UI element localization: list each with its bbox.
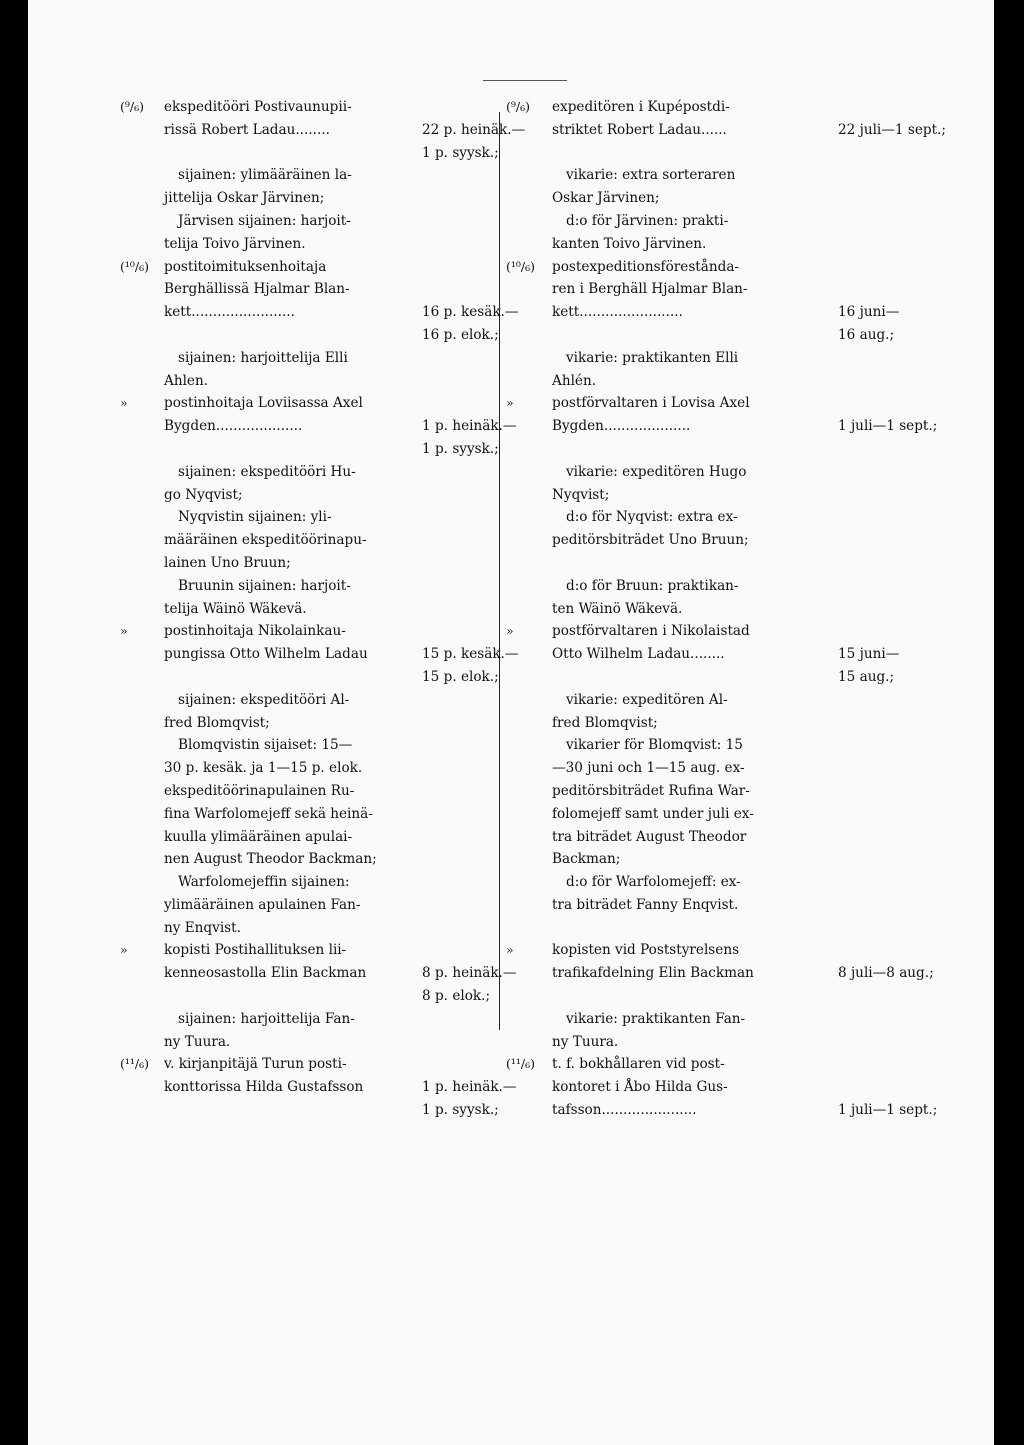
sv-line: [500, 484, 880, 507]
sv-line: [500, 96, 880, 119]
entry-text: ren i Berghäll Hjalmar Blan-: [552, 281, 748, 298]
sv-line: [500, 917, 880, 940]
entry-text: kenneosastolla Elin Backman: [164, 965, 367, 982]
fi-line: [120, 1008, 480, 1031]
fi-line: [120, 1099, 499, 1122]
fi-line: [120, 164, 480, 187]
fi-line: [120, 256, 480, 279]
sv-line: [500, 415, 938, 438]
sv-line: [500, 1099, 938, 1122]
sv-line: [500, 871, 880, 894]
entry-text: Otto Wilhelm Ladau........: [552, 646, 725, 663]
entry-marker: (⁹/₆): [120, 99, 144, 114]
entry-text: Bygden....................: [164, 418, 303, 435]
fi-line: [120, 734, 480, 757]
sv-line: [500, 210, 880, 233]
entry-text: rissä Robert Ladau........: [164, 121, 330, 138]
entry-text: d:o för Warfolomejeff: ex-: [566, 874, 741, 891]
entry-text: määräinen ekspeditöörinapu-: [164, 532, 367, 549]
entry-text: telija Toivo Järvinen.: [164, 235, 306, 252]
document-page: [28, 0, 994, 1445]
entry-date: 1 p. syysk.;: [422, 144, 499, 161]
sv-line: [500, 256, 880, 279]
sv-line: [500, 1053, 880, 1076]
entry-date: 8 juli—8 aug.;: [838, 965, 934, 982]
entry-text: Bygden....................: [552, 418, 691, 435]
entry-marker: »: [120, 395, 128, 411]
entry-text: pungissa Otto Wilhelm Ladau: [164, 646, 368, 663]
fi-line: [120, 780, 480, 803]
entry-text: sijainen: harjoittelija Fan-: [178, 1010, 355, 1027]
entry-text: d:o för Nyqvist: extra ex-: [566, 509, 738, 526]
fi-line: [120, 324, 499, 347]
entry-text: tafsson......................: [552, 1102, 697, 1119]
fi-line: [120, 826, 480, 849]
entry-text: sijainen: ekspeditööri Al-: [178, 691, 350, 708]
sv-line: [500, 506, 880, 529]
fi-line: [120, 142, 499, 165]
entry-text: Ahlen.: [164, 372, 209, 389]
sv-line: [500, 939, 880, 962]
entry-text: postinhoitaja Nikolainkau-: [164, 623, 346, 640]
entry-text: kontoret i Åbo Hilda Gus-: [552, 1079, 728, 1096]
fi-line: [120, 643, 519, 666]
entry-text: Blomqvistin sijaiset: 15—: [178, 737, 353, 754]
entry-date: 8 p. heinäk.—: [422, 965, 517, 982]
entry-text: sijainen: ylimääräinen la-: [178, 167, 352, 184]
entry-date: 1 juli—1 sept.;: [838, 418, 938, 435]
fi-line: [120, 575, 480, 598]
entry-date: 1 p. heinäk.—: [422, 418, 517, 435]
entry-text: vikarie: extra sorteraren: [566, 167, 736, 184]
sv-line: [500, 552, 880, 575]
entry-date: 1 p. heinäk.—: [422, 1079, 517, 1096]
entry-text: tra biträdet August Theodor: [552, 828, 747, 845]
entry-date: 16 p. kesäk.—: [422, 304, 519, 321]
sv-line: [500, 438, 880, 461]
entry-text: Nyqvist;: [552, 486, 610, 503]
fi-line: [120, 848, 480, 871]
entry-text: kett........................: [552, 304, 683, 321]
entry-marker: »: [506, 623, 514, 639]
entry-date: 16 aug.;: [838, 326, 895, 343]
entry-marker: »: [120, 942, 128, 958]
entry-text: fred Blomqvist;: [164, 714, 270, 731]
entry-text: lainen Uno Bruun;: [164, 554, 291, 571]
sv-line: [500, 780, 880, 803]
entry-text: —30 juni och 1—15 aug. ex-: [552, 760, 745, 777]
entry-date: 1 p. syysk.;: [422, 440, 499, 457]
entry-text: kopisten vid Poststyrelsens: [552, 942, 740, 959]
entry-marker: (¹¹/₆): [120, 1056, 149, 1072]
entry-text: postförvaltaren i Lovisa Axel: [552, 395, 750, 412]
sv-line: [500, 187, 880, 210]
entry-text: Berghällissä Hjalmar Blan-: [164, 281, 350, 298]
entry-marker: »: [506, 942, 514, 958]
sv-line: [500, 1031, 880, 1054]
entry-text: ny Tuura.: [164, 1033, 231, 1050]
entry-text: Bruunin sijainen: harjoit-: [178, 577, 351, 594]
entry-marker: (¹⁰/₆): [120, 258, 149, 274]
entry-text: vikarie: praktikanten Elli: [566, 349, 739, 366]
entry-date: 15 p. kesäk.—: [422, 646, 519, 663]
fi-line: [120, 210, 480, 233]
entry-text: Järvisen sijainen: harjoit-: [178, 212, 351, 229]
entry-text: ten Wäinö Wäkevä.: [552, 600, 683, 617]
fi-line: [120, 620, 480, 643]
entry-text: kopisti Postihallituksen lii-: [164, 942, 347, 959]
entry-marker: »: [506, 395, 514, 411]
sv-line: [500, 598, 880, 621]
entry-text: d:o för Järvinen: prakti-: [566, 212, 729, 229]
sv-line: [500, 347, 880, 370]
entry-text: d:o för Bruun: praktikan-: [566, 577, 739, 594]
fi-line: [120, 894, 480, 917]
fi-line: [120, 1076, 517, 1099]
sv-line: [500, 689, 880, 712]
entry-text: vikarier för Blomqvist: 15: [566, 737, 743, 754]
entry-text: v. kirjanpitäjä Turun posti-: [164, 1056, 347, 1073]
fi-line: [120, 415, 517, 438]
entry-date: 15 juni—: [838, 646, 900, 663]
entry-text: t. f. bokhållaren vid post-: [552, 1056, 725, 1073]
entry-text: expeditören i Kupépostdi-: [552, 99, 730, 115]
fi-line: [120, 484, 480, 507]
fi-line: [120, 757, 480, 780]
sv-line: [500, 529, 880, 552]
fi-line: [120, 689, 480, 712]
sv-line: [500, 848, 880, 871]
fi-line: [120, 187, 480, 210]
entry-text: jittelija Oskar Järvinen;: [164, 190, 325, 207]
entry-text: Backman;: [552, 851, 621, 868]
fi-line: [120, 1053, 480, 1076]
fi-line: [120, 347, 480, 370]
fi-line: [120, 529, 480, 552]
fi-line: [120, 917, 480, 940]
sv-line: [500, 666, 895, 689]
entry-text: ny Enqvist.: [164, 919, 241, 936]
fi-line: [120, 119, 526, 142]
fi-line: [120, 712, 480, 735]
fi-line: [120, 461, 480, 484]
sv-line: [500, 803, 880, 826]
entry-text: go Nyqvist;: [164, 486, 243, 503]
fi-line: [120, 233, 480, 256]
entry-text: kett........................: [164, 304, 295, 321]
entry-date: 16 juni—: [838, 304, 900, 321]
entry-text: fred Blomqvist;: [552, 714, 658, 731]
fi-line: [120, 666, 499, 689]
entry-date: 16 p. elok.;: [422, 326, 499, 343]
entry-text: peditörsbiträdet Uno Bruun;: [552, 532, 749, 549]
sv-line: [500, 370, 880, 393]
fi-line: [120, 1031, 480, 1054]
sv-line: [500, 985, 880, 1008]
fi-line: [120, 552, 480, 575]
entry-date: 15 aug.;: [838, 668, 895, 685]
entry-text: 30 p. kesäk. ja 1—15 p. elok.: [164, 760, 363, 777]
entry-text: fina Warfolomejeff sekä heinä-: [164, 805, 373, 822]
sv-line: [500, 301, 900, 324]
entry-text: ny Tuura.: [552, 1033, 619, 1050]
entry-text: trafikafdelning Elin Backman: [552, 965, 754, 982]
entry-text: ekspeditööri Postivaunupii-: [164, 99, 352, 115]
sv-line: [500, 620, 880, 643]
entry-text: ekspeditöörinapulainen Ru-: [164, 782, 355, 799]
entry-text: sijainen: harjoittelija Elli: [178, 349, 348, 366]
swedish-column: [500, 96, 946, 1122]
fi-line: [120, 301, 519, 324]
sv-line: [500, 826, 880, 849]
fi-line: [120, 506, 480, 529]
fi-line: [120, 438, 499, 461]
entry-text: kanten Toivo Järvinen.: [552, 235, 707, 252]
entry-text: ylimääräinen apulainen Fan-: [164, 896, 361, 913]
fi-line: [120, 598, 480, 621]
sv-line: [500, 757, 880, 780]
sv-line: [500, 962, 934, 985]
entry-text: nen August Theodor Backman;: [164, 851, 377, 868]
entry-text: peditörsbiträdet Rufina War-: [552, 782, 750, 799]
sv-line: [500, 712, 880, 735]
entry-text: folomejeff samt under juli ex-: [552, 805, 754, 822]
entry-marker: (¹¹/₆): [506, 1056, 535, 1072]
fi-line: [120, 939, 480, 962]
entry-text: vikarie: expeditören Al-: [566, 691, 728, 708]
entry-text: sijainen: ekspeditööri Hu-: [178, 463, 356, 480]
sv-line: [500, 894, 880, 917]
entry-text: Ahlén.: [552, 372, 597, 389]
entry-text: striktet Robert Ladau......: [552, 121, 727, 138]
sv-line: [500, 643, 900, 666]
entry-date: 1 p. syysk.;: [422, 1102, 499, 1119]
entry-date: 8 p. elok.;: [422, 988, 491, 1005]
finnish-column: [120, 96, 526, 1122]
entry-text: Nyqvistin sijainen: yli-: [178, 509, 332, 526]
entry-marker: (⁹/₆): [506, 99, 530, 114]
sv-line: [500, 1076, 880, 1099]
sv-line: [500, 392, 880, 415]
sv-line: [500, 164, 880, 187]
entry-date: 22 p. heinäk.—: [422, 121, 526, 138]
sv-line: [500, 278, 880, 301]
sv-line: [500, 142, 880, 165]
entry-text: telija Wäinö Wäkevä.: [164, 600, 307, 617]
sv-line: [500, 734, 880, 757]
entry-text: vikarie: expeditören Hugo: [566, 463, 747, 480]
entry-text: postexpeditionsförestånda-: [552, 258, 740, 275]
entry-date: 15 p. elok.;: [422, 668, 499, 685]
entry-marker: »: [120, 623, 128, 639]
fi-line: [120, 871, 480, 894]
fi-line: [120, 278, 480, 301]
entry-text: konttorissa Hilda Gustafsson: [164, 1079, 364, 1096]
sv-line: [500, 461, 880, 484]
entry-text: kuulla ylimääräinen apulai-: [164, 828, 353, 845]
sv-line: [500, 575, 880, 598]
top-rule: [483, 80, 567, 81]
fi-line: [120, 962, 517, 985]
fi-line: [120, 803, 480, 826]
entry-text: postinhoitaja Loviisassa Axel: [164, 395, 363, 412]
entry-text: Warfolomejeffin sijainen:: [178, 874, 350, 891]
entry-text: postförvaltaren i Nikolaistad: [552, 623, 750, 640]
entry-marker: (¹⁰/₆): [506, 258, 535, 274]
sv-line: [500, 119, 946, 142]
entry-text: tra biträdet Fanny Enqvist.: [552, 896, 739, 913]
sv-line: [500, 1008, 880, 1031]
fi-line: [120, 985, 491, 1008]
entry-text: postitoimituksenhoitaja: [164, 258, 327, 275]
entry-date: 22 juli—1 sept.;: [838, 121, 946, 138]
sv-line: [500, 324, 895, 347]
sv-line: [500, 233, 880, 256]
fi-line: [120, 392, 480, 415]
entry-text: vikarie: praktikanten Fan-: [566, 1010, 746, 1027]
fi-line: [120, 370, 480, 393]
fi-line: [120, 96, 480, 119]
entry-text: Oskar Järvinen;: [552, 190, 660, 207]
entry-date: 1 juli—1 sept.;: [838, 1102, 938, 1119]
